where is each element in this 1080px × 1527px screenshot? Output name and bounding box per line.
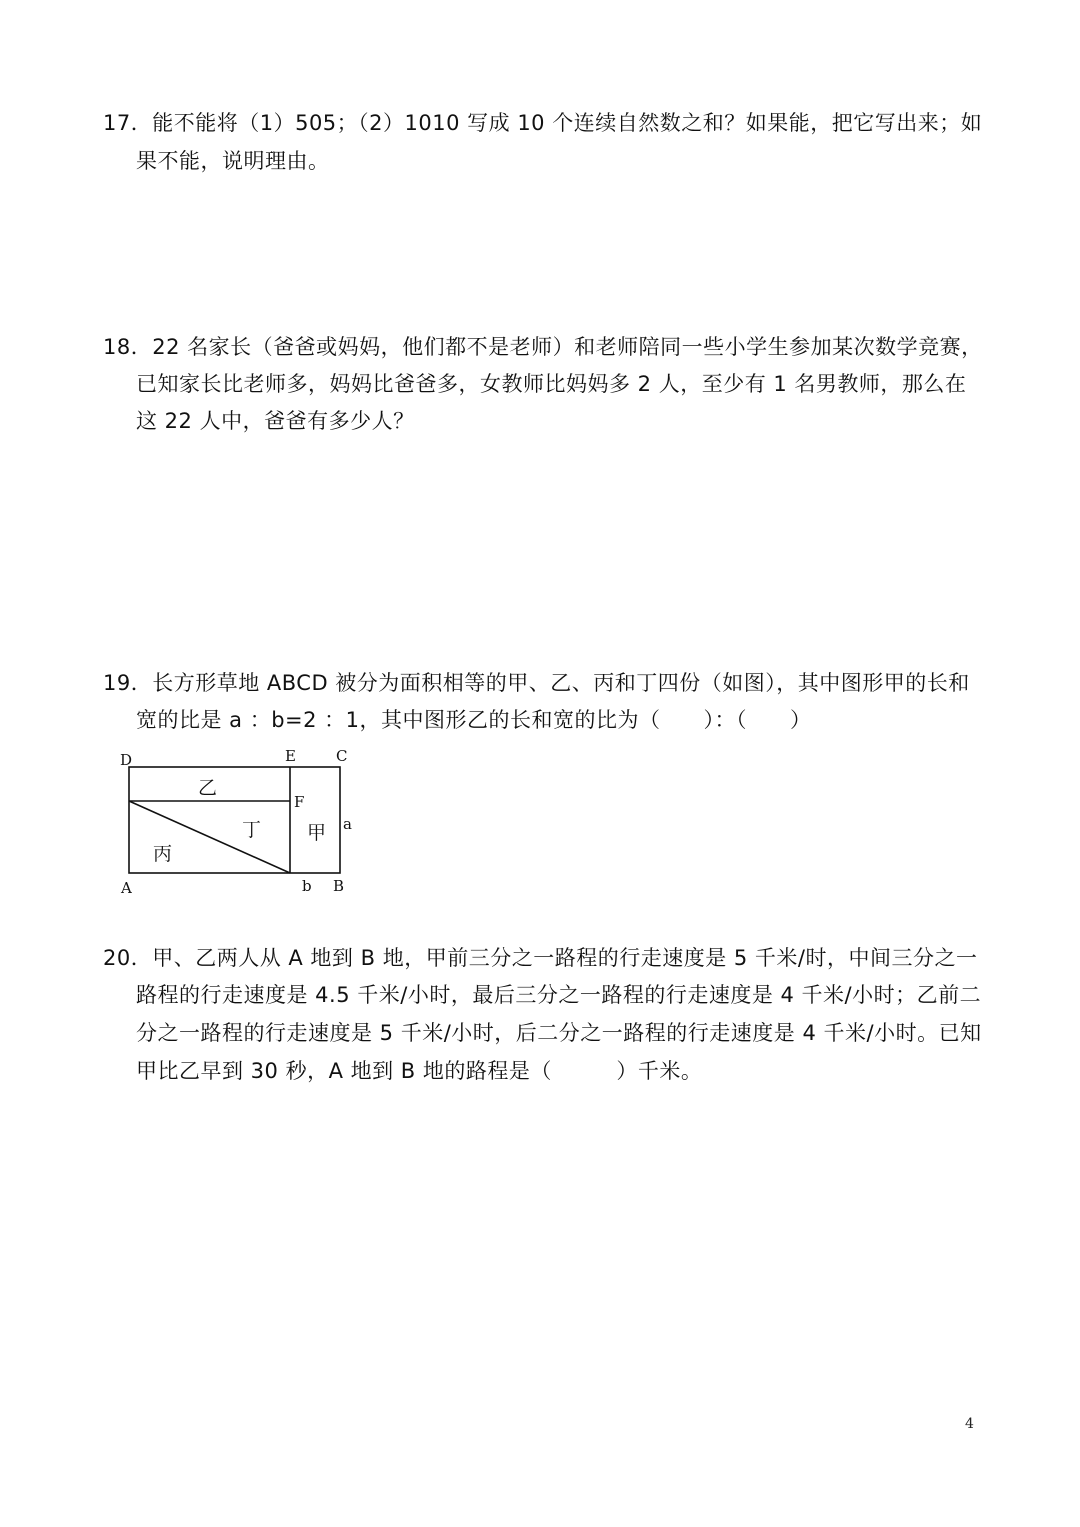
question-19-line-2: 宽的比是 a ：b=2 ：1，其中图形乙的长和宽的比为（ ）：（ ） xyxy=(136,708,812,732)
rectangle-abcd-figure xyxy=(110,743,370,901)
label-b: b xyxy=(302,877,312,895)
question-20-line-1: 20．甲、乙两人从 A 地到 B 地，甲前三分之一路程的行走速度是 5 千米/时，中间三分之一 xyxy=(103,946,978,970)
label-e: E xyxy=(285,747,296,765)
region-yi: 乙 xyxy=(198,777,218,799)
question-18-line-3: 这 22 人中，爸爸有多少人？ xyxy=(136,409,415,433)
label-d: D xyxy=(120,751,133,769)
label-a: a xyxy=(343,815,352,833)
question-19-line-1: 19．长方形草地 ABCD 被分为面积相等的甲、乙、丙和丁四份（如图），其中图形甲的长和 xyxy=(103,671,970,695)
question-18-line-2: 已知家长比老师多，妈妈比爸爸多，女教师比妈妈多 2 人，至少有 1 名男教师，那么在 xyxy=(136,372,967,396)
page-number: 4 xyxy=(965,1416,974,1432)
label-c: C xyxy=(336,747,348,765)
question-20-line-2: 路程的行走速度是 4.5 千米/小时，最后三分之一路程的行走速度是 4 千米/小时；乙前二 xyxy=(136,983,982,1007)
question-20-line-4: 甲比乙早到 30 秒，A 地到 B 地的路程是（ ）千米。 xyxy=(136,1059,703,1083)
region-ding: 丁 xyxy=(242,819,262,841)
region-bing: 丙 xyxy=(153,843,173,865)
label-a-point: A xyxy=(121,879,132,897)
label-b-point: B xyxy=(333,877,345,895)
question-20-line-3: 分之一路程的行走速度是 5 千米/小时，后二分之一路程的行走速度是 4 千米/小时。已知 xyxy=(136,1021,982,1045)
question-17-line-2: 果不能，说明理由。 xyxy=(136,149,330,173)
question-17-line-1: 17．能不能将（1）505；（2）1010 写成 10 个连续自然数之和？如果能，把它写出来；如 xyxy=(103,111,983,135)
label-f: F xyxy=(294,793,305,811)
question-18-line-1: 18．22 名家长（爸爸或妈妈，他们都不是老师）和老师陪同一些小学生参加某次数学竞赛， xyxy=(103,335,983,359)
region-jia: 甲 xyxy=(307,822,327,844)
